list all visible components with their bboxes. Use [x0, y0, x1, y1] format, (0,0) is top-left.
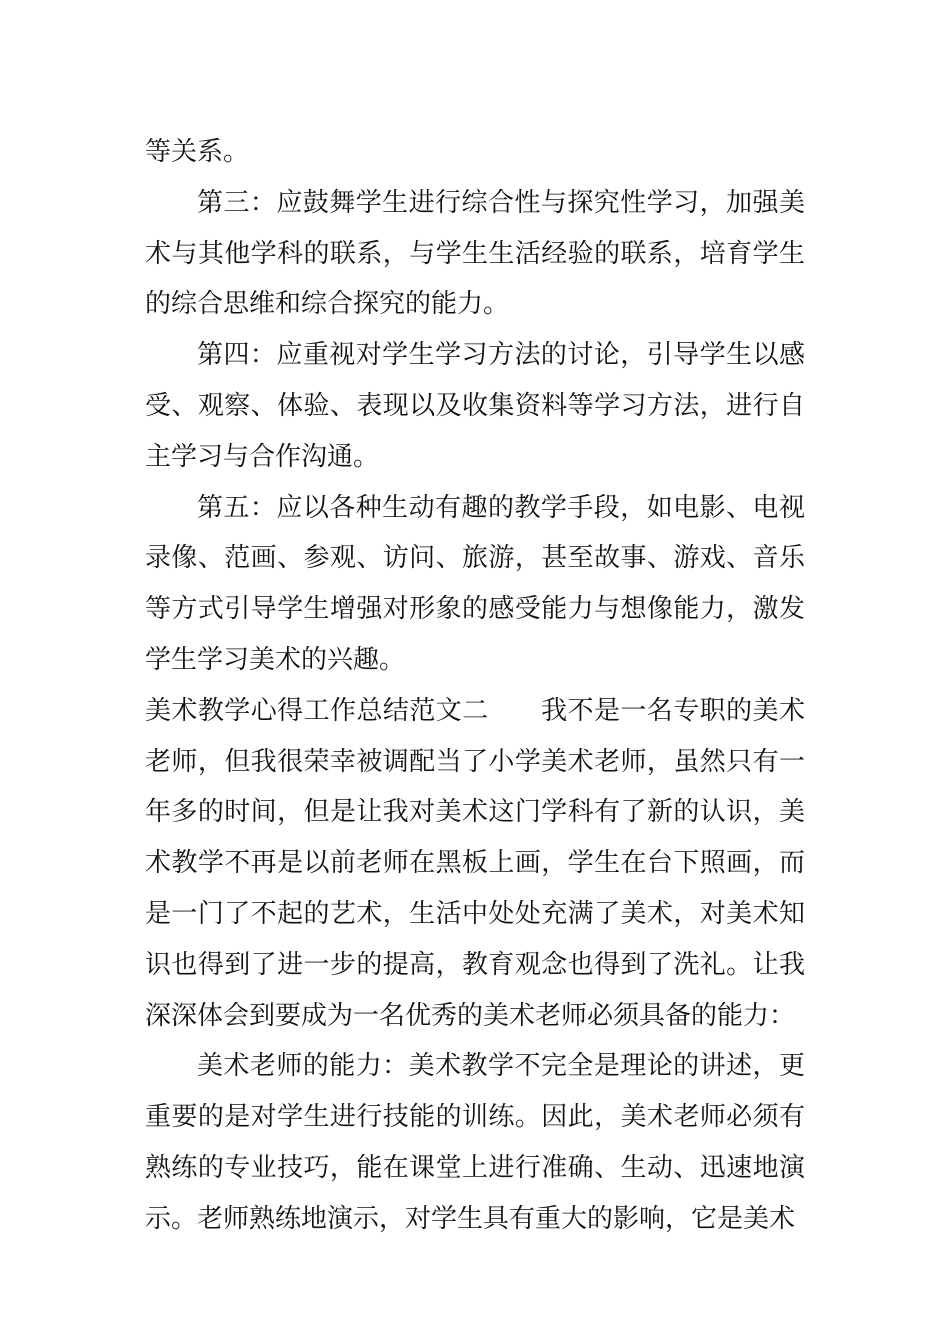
paragraph-continuation: 等关系。 [145, 137, 250, 167]
section-two-paragraph [145, 686, 805, 1042]
document-body [145, 127, 805, 1245]
paragraph-fourth-point: 第四：应重视对学生学习方法的讨论，引导学生以感受、观察、体验、表现以及收集资料等学习方法，进行自主学习与合作沟通。 [145, 340, 805, 472]
section-title: 美术教学心得工作总结范文二 [145, 695, 489, 726]
paragraph-third-point: 第三：应鼓舞学生进行综合性与探究性学习，加强美术与其他学科的联系，与学生生活经验的联系，培育学生的综合思维和综合探究的能力。 [145, 187, 805, 320]
paragraph-fifth-point: 第五：应以各种生动有趣的教学手段，如电影、电视录像、范画、参观、访问、旅游，甚至故事、游戏、音乐等方式引导学生增强对形象的感受能力与想像能力，激发学生学习美术的兴趣。 [145, 492, 805, 675]
section-lead-text: 我不是一名专职的美术老师，但我很荣幸被调配当了小学美术老师，虽然只有一年多的时间，但是让我对美术这门学科有了新的认识，美术教学不再是以前老师在黑板上画，学生在台下照画，而是一门了不起的艺术，生活中处处充满了美术，对美术知识也得到了进一步的提高，教育观念也得到了洗礼。让我深深体会到要成为一名优秀的美术老师必须具备的能力： [145, 695, 805, 1031]
paragraph-teacher-ability: 美术老师的能力：美术教学不完全是理论的讲述，更重要的是对学生进行技能的训练。因此，美术老师必须有熟练的专业技巧，能在课堂上进行准确、生动、迅速地演示。老师熟练地演示，对学生具有重大的影响，它是美术 [145, 1051, 805, 1234]
